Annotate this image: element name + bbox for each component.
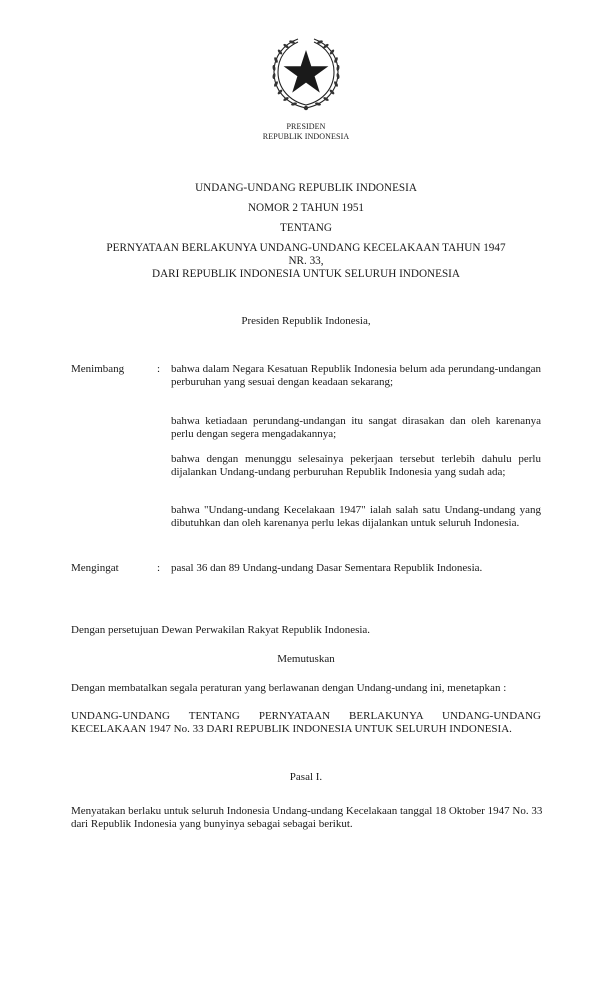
mengingat-clause-1: pasal 36 dan 89 Undang-undang Dasar Sementara Republik Indonesia. bbox=[171, 562, 483, 574]
law-tentang: TENTANG bbox=[280, 222, 332, 234]
menimbang-colon: : bbox=[157, 363, 161, 375]
decision-intro: Dengan membatalkan segala peraturan yang berlawanan dengan Undang-undang ini, menetapkan : bbox=[71, 682, 507, 694]
garuda-emblem-icon bbox=[268, 34, 344, 114]
office-line-republik: REPUBLIK INDONESIA bbox=[262, 132, 350, 141]
menimbang-clause-4: bahwa "Undang-undang Kecelakaan 1947" ialah salah satu Undang-undang yang dibutuhkan dan oleh karenanya perlu lekas dijalankan untuk seluruh Indonesia. bbox=[171, 504, 541, 530]
law-subject-line1: PERNYATAAN BERLAKUNYA UNDANG-UNDANG KECELAKAAN TAHUN 1947 bbox=[106, 242, 506, 254]
law-number: NOMOR 2 TAHUN 1951 bbox=[247, 202, 365, 214]
menimbang-clause-2: bahwa ketiadaan perundang-undangan itu sangat dirasakan dan oleh karenanya perlu dengan segera mengadakannya; bbox=[171, 415, 541, 441]
office-line-presiden: PRESIDEN bbox=[286, 122, 326, 131]
law-subject-line2: NR. 33, bbox=[288, 255, 324, 267]
mengingat-colon: : bbox=[157, 562, 161, 574]
issuer-line: Presiden Republik Indonesia, bbox=[241, 315, 371, 327]
enacted-title: UNDANG-UNDANG TENTANG PERNYATAAN BERLAKUNYA UNDANG-UNDANG KECELAKAAN 1947 No. 33 DARI REPUBLIK INDONESIA UNTUK SELURUH INDONESIA. bbox=[71, 710, 541, 736]
menimbang-clause-3: bahwa dengan menunggu selesainya pekerjaan tersebut terlebih dahulu perlu dijalankan Undang-undang perburuhan Republik Indonesia yang sudah ada; bbox=[171, 453, 541, 479]
article-1-heading: Pasal I. bbox=[289, 771, 323, 783]
approval-statement: Dengan persetujuan Dewan Perwakilan Rakyat Republik Indonesia. bbox=[71, 624, 371, 636]
mengingat-label: Mengingat bbox=[71, 562, 119, 574]
law-subject-line3: DARI REPUBLIK INDONESIA UNTUK SELURUH INDONESIA bbox=[152, 268, 460, 280]
article-1-text: Menyatakan berlaku untuk seluruh Indonesia Undang-undang Kecelakaan tanggal 18 Oktober 1947 No. 33 dari Republik Indonesia yang bunyinya sebagai sebagai berikut. bbox=[71, 805, 543, 831]
law-title: UNDANG-UNDANG REPUBLIK INDONESIA bbox=[195, 182, 417, 194]
menimbang-label: Menimbang bbox=[71, 363, 125, 375]
decision-heading: Memutuskan bbox=[277, 653, 335, 665]
menimbang-clause-1: bahwa dalam Negara Kesatuan Republik Indonesia belum ada perundang-undangan perburuhan yang sesuai dengan keadaan sekarang; bbox=[171, 363, 541, 389]
